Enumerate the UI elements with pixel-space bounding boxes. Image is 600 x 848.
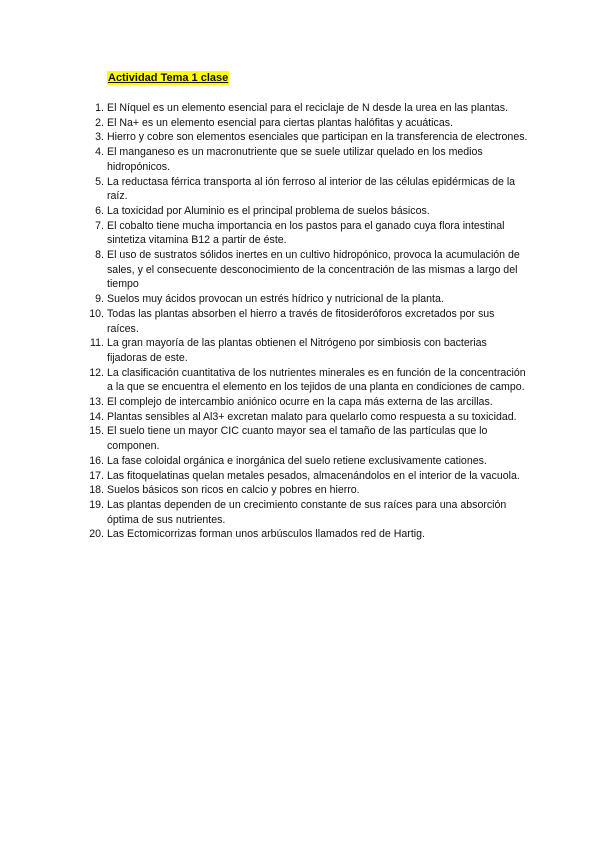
list-item — [82, 292, 528, 307]
list-item-text: Suelos muy ácidos provocan un estrés hídrico y nutricional de la planta. — [107, 293, 444, 306]
list-item — [82, 219, 528, 248]
list-item-text: Las Ectomicorrizas forman unos arbúsculos llamados red de Hartig. — [107, 528, 425, 541]
statement-list — [82, 101, 528, 542]
list-item — [82, 145, 528, 174]
list-item — [82, 336, 528, 365]
list-item-number: 8. — [95, 249, 104, 262]
list-item — [82, 130, 528, 145]
list-item-number: 2. — [95, 116, 104, 129]
list-item — [82, 116, 528, 131]
list-item-number: 7. — [95, 219, 104, 232]
list-item-number: 6. — [95, 204, 104, 217]
list-item-number: 3. — [95, 131, 104, 144]
list-item-text: La clasificación cuantitativa de los nutrientes minerales es en función de la concentración a la que se encuentra el elemento en los tejidos de una planta en condiciones de campo. — [107, 366, 526, 394]
list-item-text: Suelos básicos son ricos en calcio y pobres en hierro. — [107, 484, 360, 497]
list-item-text: El manganeso es un macronutriente que se suele utilizar quelado en los medios hidropónicos. — [107, 146, 483, 173]
list-item-number: 15. — [89, 425, 104, 438]
page-title: Actividad Tema 1 clase — [108, 72, 229, 84]
list-item-number: 14. — [89, 410, 104, 423]
list-item — [82, 527, 528, 542]
list-item-number: 17. — [89, 469, 104, 482]
list-item-number: 19. — [89, 498, 104, 511]
list-item — [82, 498, 528, 527]
list-item — [82, 204, 528, 219]
list-item-number: 13. — [89, 396, 104, 409]
list-item-text: Todas las plantas absorben el hierro a través de fitosideróforos excretados por sus raíces. — [107, 307, 495, 335]
list-item — [82, 410, 528, 425]
list-item-text: La gran mayoría de las plantas obtienen el Nitrógeno por simbiosis con bacterias fijadoras de este. — [107, 337, 487, 364]
list-item-number: 16. — [89, 454, 104, 467]
list-item — [82, 248, 528, 292]
list-item-number: 20. — [89, 528, 104, 541]
list-item-number: 1. — [95, 102, 104, 114]
list-item — [82, 101, 528, 116]
list-item-text: El cobalto tiene mucha importancia en los pastos para el ganado cuya flora intestinal sintetiza vitamina B12 a partir de éste. — [107, 219, 505, 247]
list-item-number: 5. — [95, 175, 104, 188]
list-item-number: 4. — [95, 146, 104, 159]
list-item-number: 18. — [89, 484, 104, 497]
list-item-number: 9. — [95, 293, 104, 306]
list-item — [82, 175, 528, 204]
list-item-text: Plantas sensibles al Al3+ excretan malato para quelarlo como respuesta a su toxicidad. — [107, 410, 517, 423]
list-item-number: 12. — [89, 366, 104, 379]
list-item-number: 11. — [90, 337, 104, 350]
list-item-text: El Níquel es un elemento esencial para el reciclaje de N desde la urea en las plantas. — [107, 102, 509, 114]
list-item-text: Las plantas dependen de un crecimiento constante de sus raíces para una absorción óptima de sus nutrientes. — [107, 498, 507, 526]
list-item-text: El suelo tiene un mayor CIC cuanto mayor sea el tamaño de las partículas que lo componen. — [107, 425, 488, 453]
list-item-text: La toxicidad por Aluminio es el principal problema de suelos básicos. — [107, 204, 430, 217]
list-item-text: Las fitoquelatinas quelan metales pesados, almacenándolos en el interior de la vacuola. — [107, 469, 520, 482]
list-item — [82, 424, 528, 453]
list-item — [82, 483, 528, 498]
list-item — [82, 395, 528, 410]
list-item-number: 10. — [89, 307, 104, 320]
list-item — [82, 307, 528, 336]
list-item-text: El uso de sustratos sólidos inertes en un cultivo hidropónico, provoca la acumulación de sales, y el consecuente desconocimiento de la concentración de las mismas a largo del tiempo — [107, 249, 520, 291]
list-item-text: El Na+ es un elemento esencial para ciertas plantas halófitas y acuáticas. — [107, 116, 453, 129]
list-item — [82, 469, 528, 484]
list-item — [82, 366, 528, 395]
list-item-text: Hierro y cobre son elementos esenciales que participan en la transferencia de electrones. — [107, 131, 528, 144]
list-item-text: El complejo de intercambio aniónico ocurre en la capa más externa de las arcillas. — [107, 396, 493, 409]
list-item-text: La fase coloidal orgánica e inorgánica del suelo retiene exclusivamente cationes. — [107, 454, 487, 467]
list-item — [82, 454, 528, 469]
list-item-text: La reductasa férrica transporta al ión ferroso al interior de las células epidérmicas de la raíz. — [107, 175, 516, 203]
